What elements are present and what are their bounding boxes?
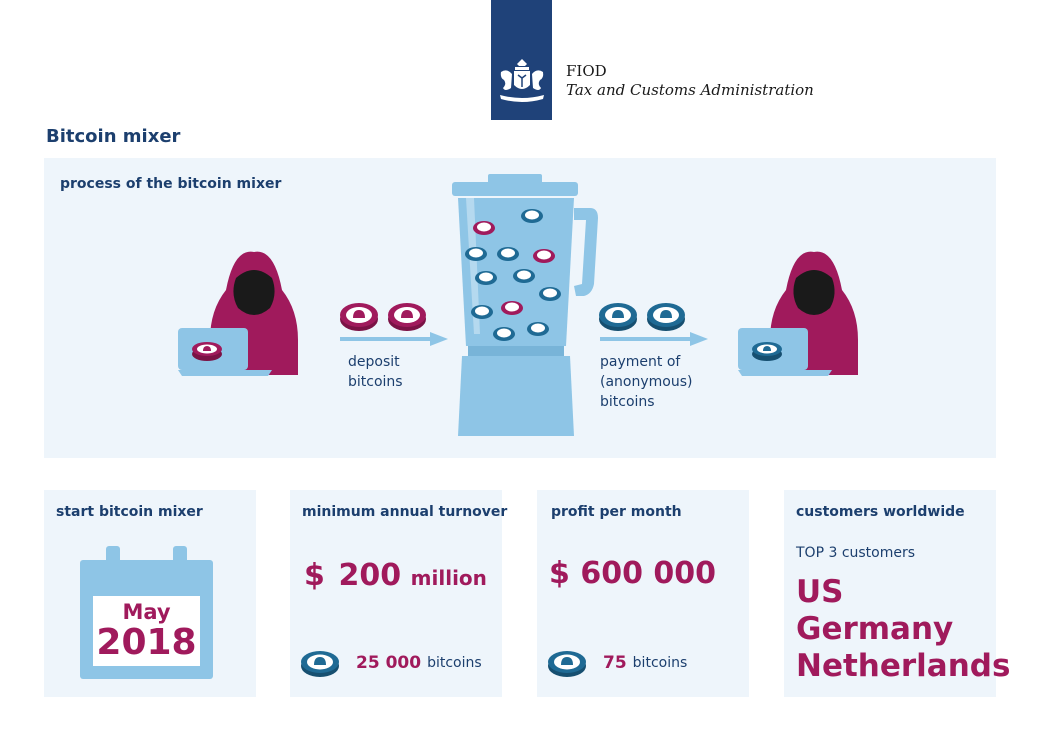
org-subtitle: Tax and Customs Administration	[566, 81, 814, 99]
profit-card	[537, 490, 749, 697]
logo-emblem	[491, 0, 552, 120]
turnover-card	[290, 490, 508, 697]
calendar-year: 2018	[96, 622, 197, 663]
profit-bitcoins-value: 75	[603, 653, 627, 673]
turnover-card-title: minimum annual turnover	[302, 504, 508, 520]
payment-coins-icon	[598, 301, 688, 333]
country-us: US	[796, 574, 844, 610]
deposit-coins-icon	[339, 301, 429, 333]
page-title: Bitcoin mixer	[46, 126, 181, 147]
payment-label: payment of (anonymous) bitcoins	[600, 354, 693, 410]
customers-card	[784, 490, 1011, 697]
turnover-bitcoins-unit: bitcoins	[427, 655, 482, 671]
org-name: FIOD	[566, 62, 607, 80]
deposit-arrow-icon	[340, 332, 448, 346]
hacker-receiver-icon	[734, 250, 864, 380]
profit-bitcoins-row	[547, 648, 687, 678]
start-card-title: start bitcoin mixer	[56, 504, 203, 520]
payment-arrow-icon	[600, 332, 708, 346]
profit-amount: $ 600 000	[549, 556, 717, 591]
calendar-icon	[80, 546, 213, 679]
turnover-bitcoins-row	[300, 648, 482, 678]
coin-icon	[192, 342, 222, 361]
turnover-bitcoins-value: 25 000	[356, 653, 422, 673]
coin-icon	[752, 342, 782, 361]
country-germany: Germany	[796, 611, 954, 647]
blender-mixer-icon	[448, 174, 608, 440]
process-title: process of the bitcoin mixer	[60, 176, 282, 192]
profit-card-title: profit per month	[551, 504, 682, 520]
coat-of-arms-icon	[497, 58, 547, 104]
hacker-depositor-icon	[174, 250, 304, 380]
calendar-month: May	[122, 600, 171, 624]
start-card	[44, 490, 256, 697]
top3-label: TOP 3 customers	[796, 545, 916, 561]
customers-card-title: customers worldwide	[796, 504, 965, 520]
country-netherlands: Netherlands	[796, 648, 1011, 684]
turnover-amount: $ 200 million	[304, 558, 487, 593]
bitcoin-coin-icon	[300, 648, 340, 678]
bitcoin-coin-icon	[547, 648, 587, 678]
organization-name-block	[566, 62, 814, 100]
process-panel	[44, 158, 996, 458]
deposit-label: deposit bitcoins	[348, 354, 403, 390]
profit-bitcoins-unit: bitcoins	[632, 655, 688, 671]
